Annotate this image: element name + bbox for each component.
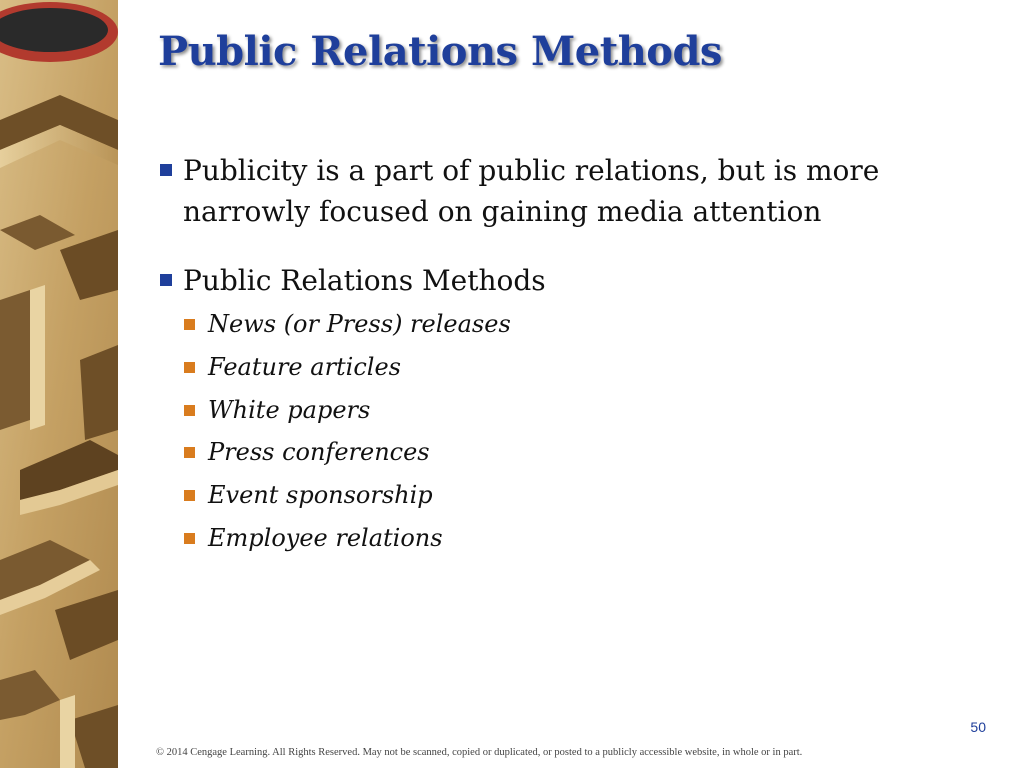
bullet-text: Publicity is a part of public relations, but is more narrowly focused on gaining media attention: [183, 154, 880, 228]
square-bullet-icon: [184, 405, 195, 416]
square-bullet-icon: [160, 274, 172, 286]
square-bullet-icon: [184, 533, 195, 544]
maze-image: [0, 0, 118, 768]
sub-bullet-text: Press conferences: [208, 438, 430, 467]
sub-bullet-item: [184, 303, 980, 346]
bullet-item: [160, 150, 980, 232]
square-bullet-icon: [184, 319, 195, 330]
sub-bullet-item: [184, 346, 980, 389]
square-bullet-icon: [184, 490, 195, 501]
bullet-item: [160, 260, 980, 301]
sub-bullet-item: [184, 474, 980, 517]
sub-bullet-item: [184, 431, 980, 474]
slide-content: [160, 150, 980, 560]
slide-title: Public Relations Methods: [158, 28, 722, 75]
copyright-footer: © 2014 Cengage Learning. All Rights Reserved. May not be scanned, copied or duplicated, or posted to a publicly accessible website, in whole or in part.: [156, 747, 803, 758]
square-bullet-icon: [160, 164, 172, 176]
sub-bullet-text: Event sponsorship: [208, 481, 433, 510]
sub-bullet-text: White papers: [208, 395, 371, 424]
sub-bullet-text: Employee relations: [208, 523, 443, 552]
sub-bullet-item: [184, 389, 980, 432]
sub-bullet-item: [184, 517, 980, 560]
sub-bullet-text: Feature articles: [208, 352, 401, 381]
square-bullet-icon: [184, 362, 195, 373]
maze-decoration: [0, 0, 118, 768]
page-number: 50: [970, 719, 986, 735]
bullet-text: Public Relations Methods: [183, 264, 546, 297]
square-bullet-icon: [184, 447, 195, 458]
sub-bullet-list: [184, 303, 980, 560]
sub-bullet-text: News (or Press) releases: [208, 310, 511, 338]
